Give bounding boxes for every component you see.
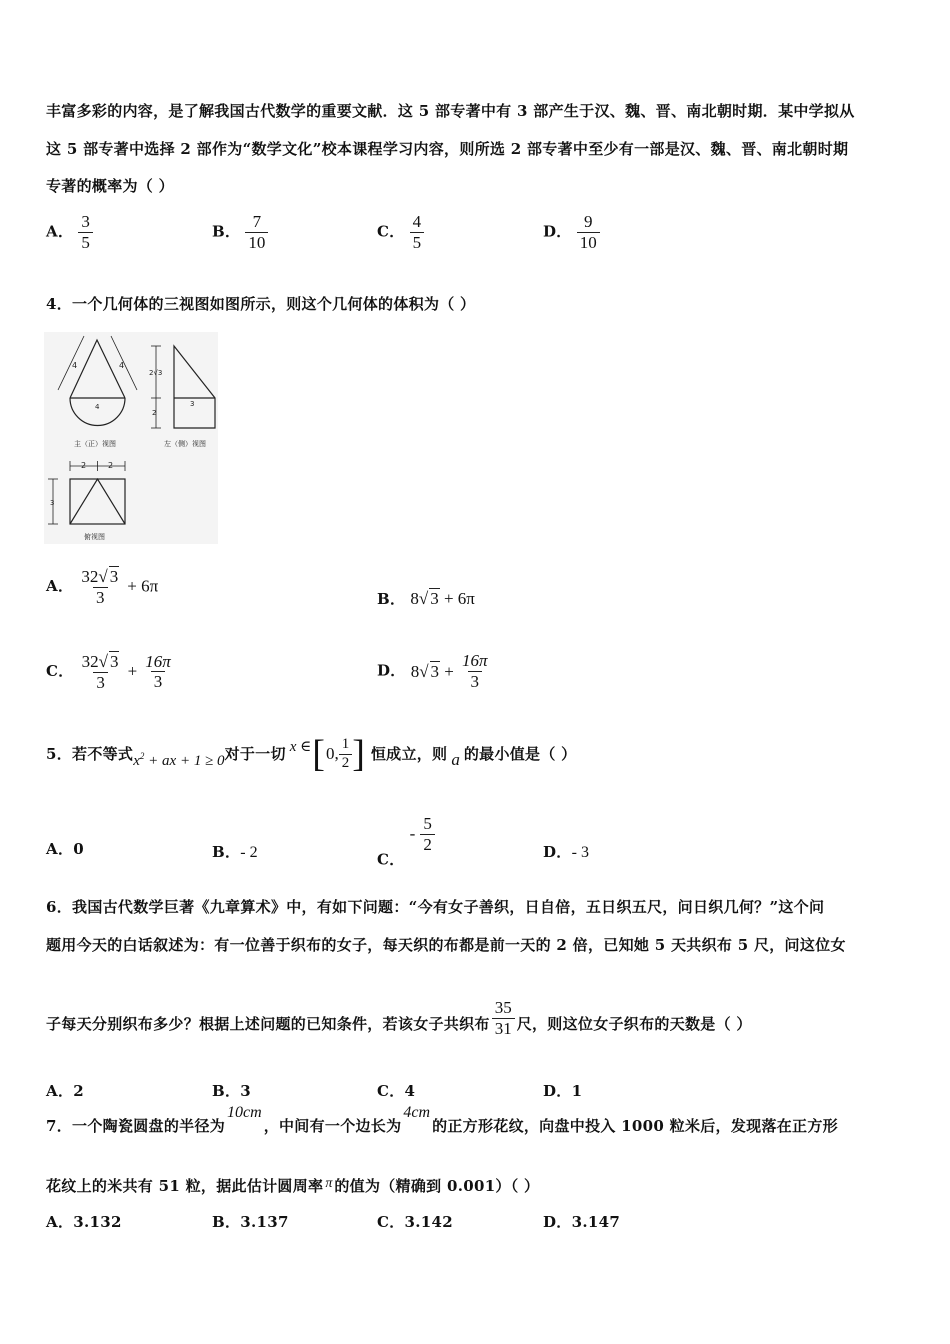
option-value: - 3 [571, 844, 589, 861]
inequality-exponent: 2 [139, 750, 145, 761]
q7-line-1b: ，中间有一个边长为 [263, 1117, 402, 1135]
fraction [79, 651, 123, 692]
q6-option-a[interactable] [46, 1084, 84, 1099]
denominator: 3 [93, 587, 108, 608]
q6-text-line-1: 6．我国古代数学巨著《九章算术》中，有如下问题：“今有女子善织，日自倍，五日织五尺，问日织几何？”这个问 [46, 898, 825, 916]
radicand: 3 [430, 589, 439, 608]
q3-option-a[interactable] [46, 212, 93, 252]
q7-option-b[interactable] [212, 1215, 289, 1230]
plus-sign: + [127, 661, 138, 681]
radical-sign: √ [98, 652, 108, 671]
option-label: C． [46, 662, 74, 681]
q7-option-a[interactable] [46, 1215, 122, 1230]
variable-a: a [451, 750, 460, 769]
radius-value: 10cm [227, 1104, 262, 1121]
option-label: D． [377, 661, 406, 680]
numerator: 16π [461, 651, 488, 670]
numerator: 7 [252, 212, 262, 231]
numerator: 4 [412, 212, 422, 231]
option-label: B． [212, 843, 241, 861]
option-label: D． [543, 222, 572, 241]
denominator: 10 [577, 232, 600, 253]
interval-right-bracket: ] [352, 733, 365, 775]
option-label: B． [212, 222, 241, 241]
side-label-top: 2√3 [149, 369, 163, 377]
front-label-slant-left: 4 [72, 361, 78, 370]
inequality [133, 751, 224, 770]
denominator: 10 [245, 232, 268, 253]
radical-sign: √ [98, 567, 108, 586]
side-label-width: 3 [190, 400, 195, 408]
inequality-rest: + ax + 1 ≥ 0 [148, 752, 225, 769]
option-label: C． [377, 1213, 405, 1231]
q5-suffix-2: 的最小值是（ ） [463, 744, 577, 763]
option-label: B． [212, 1213, 241, 1231]
top-caption: 俯视图 [84, 533, 105, 541]
front-label-slant-right: 4 [119, 361, 125, 370]
numerator: 1 [341, 736, 350, 753]
inequality-base: x [133, 752, 140, 769]
fraction-2 [459, 651, 491, 691]
q7-text-line-2 [46, 1178, 539, 1194]
q3-option-b[interactable] [212, 212, 268, 252]
q4-stem: 4．一个几何体的三视图如图所示，则这个几何体的体积为（ ） [46, 295, 476, 313]
plus-sign: + [444, 661, 454, 681]
fraction [78, 212, 93, 252]
option-value: - 2 [240, 844, 258, 861]
q7-line-2a: 花纹上的米共有 51 粒，据此估计圆周率 [46, 1177, 324, 1195]
side-value: 4cm [403, 1104, 431, 1121]
fraction [245, 212, 268, 252]
top-label-w2: 2 [108, 461, 114, 470]
coefficient: 8 [410, 589, 419, 608]
interval-fraction [339, 736, 353, 772]
tail-term: + 6π [127, 576, 159, 596]
q3-option-c[interactable] [377, 212, 424, 252]
option-value: 1 [571, 1082, 583, 1100]
front-caption: 主（正）视图 [74, 440, 116, 448]
q5-option-a[interactable] [46, 842, 84, 857]
q7-text-line-1 [46, 1104, 838, 1135]
option-label: D． [543, 1082, 572, 1100]
option-value: 3.137 [240, 1213, 289, 1231]
fraction [78, 566, 122, 607]
q7-option-c[interactable] [377, 1215, 453, 1230]
negative-sign: - [409, 824, 416, 844]
q4-option-d[interactable] [377, 651, 491, 691]
expression [411, 662, 454, 681]
q5-option-d[interactable] [543, 842, 589, 862]
interval-left: 0, [325, 744, 339, 763]
coefficient: 32 [81, 652, 99, 671]
option-value: 3 [240, 1082, 252, 1100]
denominator: 31 [492, 1018, 515, 1039]
option-label: A． [46, 1213, 74, 1231]
domain-x: x ∈ [289, 738, 312, 755]
option-label: C． [377, 222, 405, 241]
numerator: 9 [583, 212, 593, 231]
denominator: 5 [410, 232, 425, 253]
option-value: 2 [73, 1082, 84, 1100]
q6-option-c[interactable] [377, 1084, 415, 1099]
pi-symbol: π [325, 1176, 333, 1191]
expression [410, 589, 475, 608]
denominator: 2 [339, 754, 353, 772]
option-label: C． [377, 850, 405, 869]
q3-option-d[interactable] [543, 212, 600, 252]
fraction [492, 998, 515, 1038]
q7-line-1c: 的正方形花纹，向盘中投入 1000 粒米后，发现落在正方形 [432, 1117, 838, 1135]
option-label: B． [212, 1082, 241, 1100]
coefficient: 8 [410, 661, 420, 681]
q6-text-line-2: 题用今天的白话叙述为：有一位善于织布的女子，每天织的布都是前一天的 2 倍，已知她 5 天共织布 5 尺，问这位女 [46, 936, 846, 954]
option-label: A． [46, 577, 74, 596]
q5-option-b[interactable] [212, 842, 258, 862]
numerator: 5 [423, 814, 432, 833]
fraction-2 [142, 652, 174, 692]
q4-option-c[interactable] [46, 651, 174, 692]
option-label: B． [377, 590, 406, 608]
radicand: 3 [430, 661, 440, 681]
radical-sign: √ [418, 589, 429, 608]
q3-text-line-3: 专著的概率为（ ） [46, 177, 174, 195]
q6-line-3a: 子每天分别织布多少？根据上述问题的已知条件，若该女子共织布 [46, 1014, 490, 1033]
fraction [410, 212, 425, 252]
q6-option-b[interactable] [212, 1084, 251, 1099]
radical-sign: √ [419, 661, 429, 681]
numerator: 16π [145, 651, 171, 671]
denominator: 2 [420, 834, 435, 855]
fraction [577, 212, 600, 252]
q3-text-line-2: 这 5 部专著中选择 2 部作为“数学文化”校本课程学习内容，则所选 2 部专著中至少有一部是汉、魏、晋、南北朝时期 [46, 140, 849, 158]
q5-stem [46, 732, 576, 776]
denominator: 3 [151, 671, 166, 692]
q6-text-line-3 [46, 998, 752, 1038]
top-label-w1: 2 [81, 461, 87, 470]
side-label-bottom: 2 [152, 409, 157, 417]
q5-suffix-1: 恒成立，则 [370, 744, 448, 763]
option-value: 3.142 [404, 1213, 454, 1231]
q5-prefix: 5．若不等式 [46, 744, 134, 763]
option-label: A． [46, 222, 74, 241]
option-label: D． [543, 843, 572, 861]
q3-text-line-1: 丰富多彩的内容，是了解我国古代数学的重要文献．这 5 部专著中有 3 部产生于汉、魏、晋、南北朝时期．某中学拟从 [46, 102, 855, 120]
numerator: 35 [494, 998, 512, 1017]
denominator: 5 [78, 232, 93, 253]
q5-mid: 对于一切 [224, 744, 286, 763]
option-value: 3.147 [571, 1213, 621, 1231]
q7-line-1a: 7．一个陶瓷圆盘的半径为 [46, 1117, 226, 1135]
option-value: 4 [404, 1082, 416, 1100]
radicand: 3 [109, 652, 119, 671]
option-label: A． [46, 840, 74, 858]
q4-option-b[interactable] [377, 588, 475, 609]
denominator: 3 [93, 672, 108, 693]
front-label-diameter: 4 [95, 403, 100, 411]
option-value: 0 [73, 840, 84, 858]
option-label: C． [377, 1082, 405, 1100]
q6-option-d[interactable] [543, 1084, 582, 1099]
three-view-figure [44, 332, 218, 544]
tail-term: + 6π [443, 589, 475, 608]
option-label: A． [46, 1082, 74, 1100]
side-caption: 左（侧）视图 [164, 440, 206, 448]
q4-option-a[interactable] [46, 566, 158, 607]
numerator [79, 651, 123, 672]
option-value: 3.132 [73, 1213, 122, 1231]
top-label-height: 3 [50, 499, 55, 507]
radicand: 3 [109, 567, 119, 586]
numerator [78, 566, 122, 587]
option-label: D． [543, 1213, 572, 1231]
denominator: 3 [468, 671, 483, 692]
coefficient: 32 [81, 567, 99, 586]
numerator: 3 [81, 212, 90, 231]
interval-left-bracket: [ [312, 733, 325, 775]
q6-line-3b: 尺，则这位女子织布的天数是（ ） [516, 1014, 752, 1033]
q7-line-2b: 的值为（精确到 0.001）（ ） [334, 1177, 540, 1195]
q5-option-c[interactable] [377, 814, 435, 868]
fraction [420, 814, 435, 854]
q7-option-d[interactable] [543, 1215, 620, 1230]
